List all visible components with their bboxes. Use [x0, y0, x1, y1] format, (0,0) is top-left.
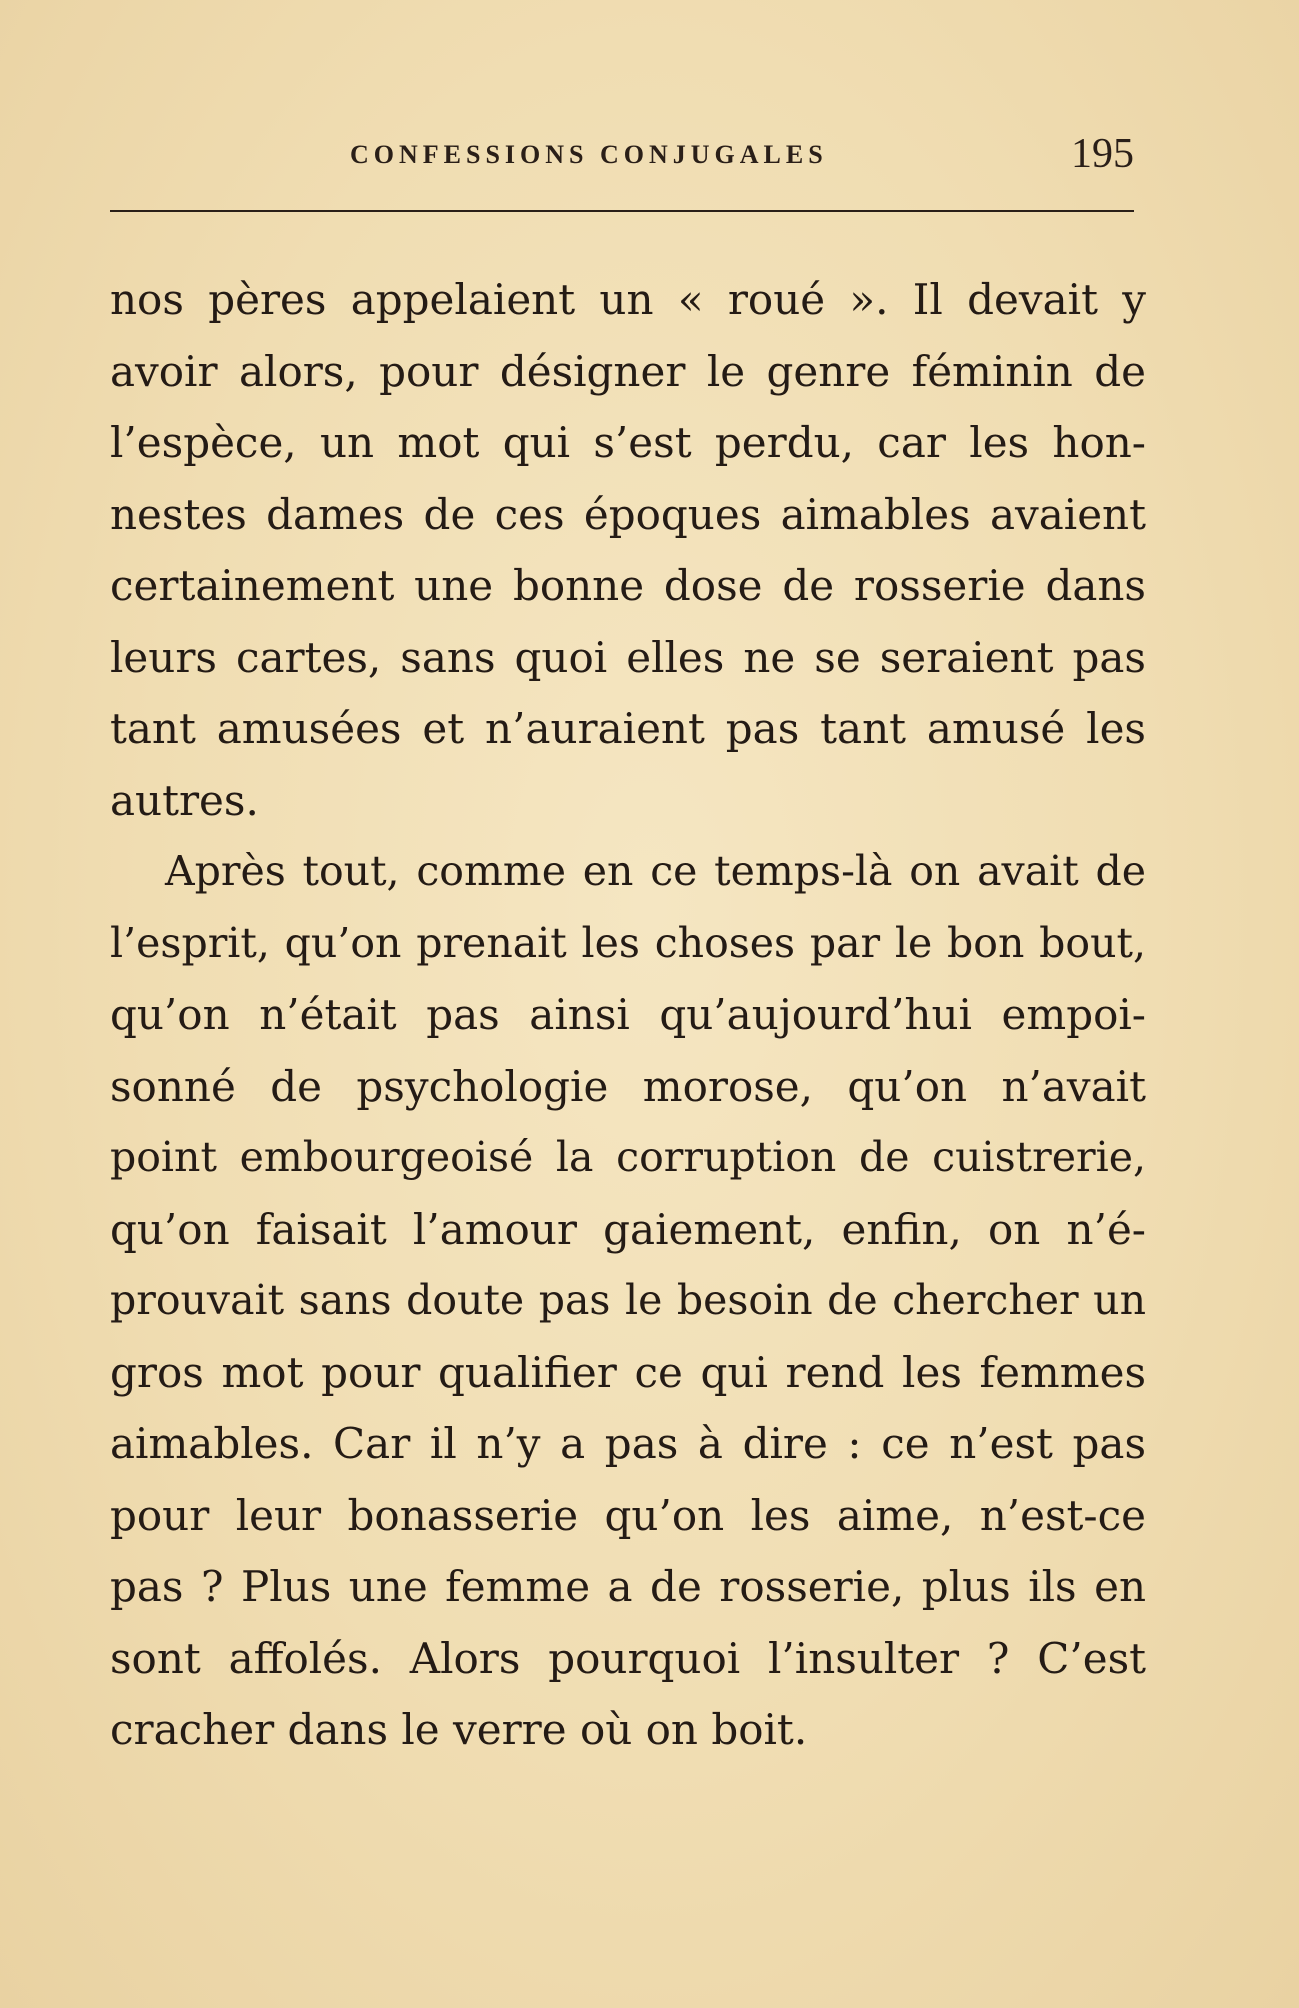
text-line: gros mot pour qualifier ce qui rend les femmes	[110, 1347, 1146, 1397]
running-head	[110, 128, 1134, 188]
text-line: sonné de psychologie morose, qu’on n’avait	[110, 1061, 1146, 1111]
header-rule	[110, 210, 1134, 212]
text-line: nestes dames de ces époques aimables avaient	[110, 489, 1146, 539]
text-line: autres.	[110, 775, 259, 825]
text-line: point embourgeoisé la corruption de cuistrerie,	[110, 1133, 1146, 1181]
text-line: aimables. Car il n’y a pas à dire : ce n’est pas	[110, 1419, 1146, 1468]
text-line: Après tout, comme en ce temps-là on avait de	[165, 847, 1146, 895]
text-line: l’esprit, qu’on prenait les choses par le bon bout,	[110, 918, 1146, 967]
text-line: pas ? Plus une femme a de rosserie, plus ils en	[110, 1562, 1146, 1611]
body-text	[110, 264, 1146, 1766]
paragraph	[110, 836, 1146, 1766]
text-line: sont affolés. Alors pourquoi l’insulter ? C’est	[110, 1633, 1146, 1683]
text-line: nos pères appelaient un « roué ». Il devait y	[110, 275, 1146, 324]
text-line: pour leur bonasserie qu’on les aime, n’est-ce	[110, 1490, 1146, 1540]
text-line: leurs cartes, sans quoi elles ne se seraient pas	[110, 632, 1146, 682]
text-line: qu’on n’était pas ainsi qu’aujourd’hui empoi-	[110, 990, 1146, 1039]
running-title: CONFESSIONS CONJUGALES	[350, 140, 828, 169]
text-line: prouvait sans doute pas le besoin de chercher un	[110, 1276, 1146, 1324]
text-line: l’espèce, un mot qui s’est perdu, car les hon-	[110, 418, 1146, 467]
paragraph	[110, 264, 1146, 836]
text-line: cracher dans le verre où on boit.	[110, 1705, 808, 1754]
page-number: 195	[1071, 131, 1134, 177]
text-line: tant amusées et n’auraient pas tant amusé les	[110, 704, 1146, 753]
text-line: certainement une bonne dose de rosserie dans	[110, 561, 1146, 610]
text-line: qu’on faisait l’amour gaiement, enfin, on n’é-	[110, 1204, 1146, 1254]
text-line: avoir alors, pour désigner le genre féminin de	[110, 346, 1146, 396]
